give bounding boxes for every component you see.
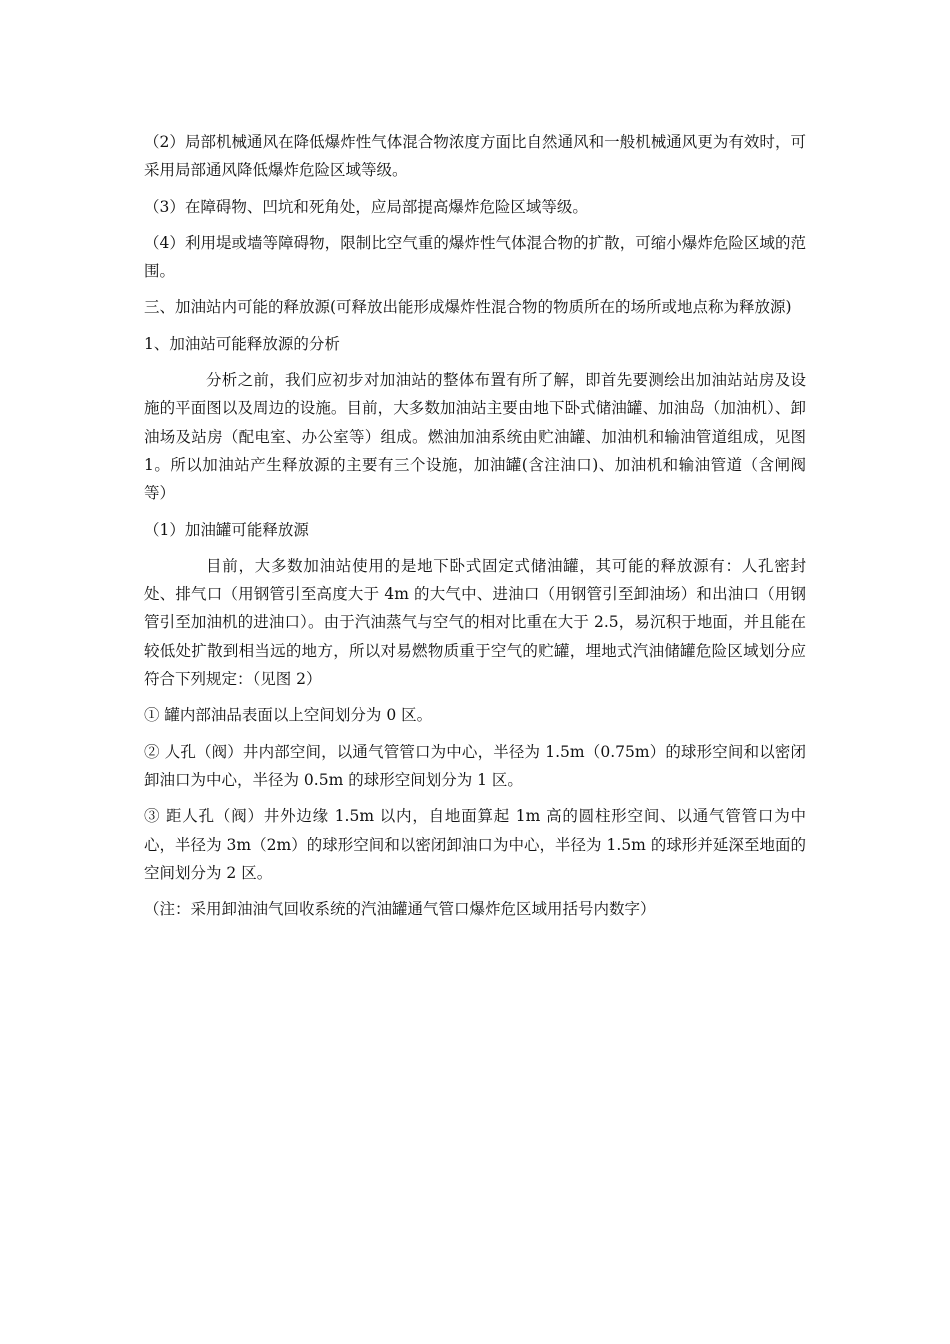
section-heading-release-sources: 三、加油站内可能的释放源(可释放出能形成爆炸性混合物的物质所在的场所或地点称为释放源) [144, 298, 792, 317]
subsection-heading-tank: （1）加油罐可能释放源 [144, 520, 309, 539]
subsection-heading-analysis: 1、加油站可能释放源的分析 [144, 334, 340, 353]
note: （注：采用卸油油气回收系统的汽油罐通气管口爆炸危区域用括号内数字） [144, 900, 656, 919]
paragraph-item-4: （4）利用堤或墙等障碍物，限制比空气重的爆炸性气体混合物的扩散，可缩小爆炸危险区域的范围。 [144, 233, 806, 281]
zone-item-1: ② 人孔（阀）井内部空间，以通气管管口为中心，半径为 1.5m（0.75m）的球形空间和以密闭卸油口为中心，半径为 0.5m 的球形空间划分为 1 区。 [144, 742, 806, 789]
paragraph-tank: 目前，大多数加油站使用的是地下卧式固定式储油罐，其可能的释放源有：人孔密封处、排气口（用钢管引至高度大于 4m 的大气中、进油口（用钢管引至卸油场）和出油口（用钢管引至加油机的进油口）。由于汽油蒸气与空气的相对比重在大于 2.5，易沉积于地面，并且能在较低处扩散到相当远的地方，所以对易燃物质重于空气的贮罐，埋地式汽油储罐危险区域划分应符合下列规定：（见图 2） [144, 556, 806, 689]
zone-item-0: ① 罐内部油品表面以上空间划分为 0 区。 [144, 706, 433, 725]
paragraph-item-3: （3）在障碍物、凹坑和死角处，应局部提高爆炸危险区域等级。 [144, 197, 588, 216]
paragraph-analysis: 分析之前，我们应初步对加油站的整体布置有所了解，即首先要测绘出加油站站房及设施的平面图以及周边的设施。目前，大多数加油站主要由地下卧式储油罐、加油岛（加油机）、卸油场及站房（配电室、办公室等）组成。燃油加油系统由贮油罐、加油机和输油管道组成，见图 1。所以加油站产生释放源的主要有三个设施，加油罐(含注油口)、加油机和输油管道（含闸阀等） [144, 371, 806, 503]
document-body [144, 128, 806, 931]
paragraph-item-2: （2）局部机械通风在降低爆炸性气体混合物浓度方面比自然通风和一般机械通风更为有效时，可采用局部通风降低爆炸危险区域等级。 [144, 133, 806, 180]
zone-item-2: ③ 距人孔（阀）井外边缘 1.5m 以内，自地面算起 1m 高的圆柱形空间、以通气管管口为中心，半径为 3m（2m）的球形空间和以密闭卸油口为中心，半径为 1.5m 的球形并延深至地面的空间划分为 2 区。 [144, 807, 806, 882]
